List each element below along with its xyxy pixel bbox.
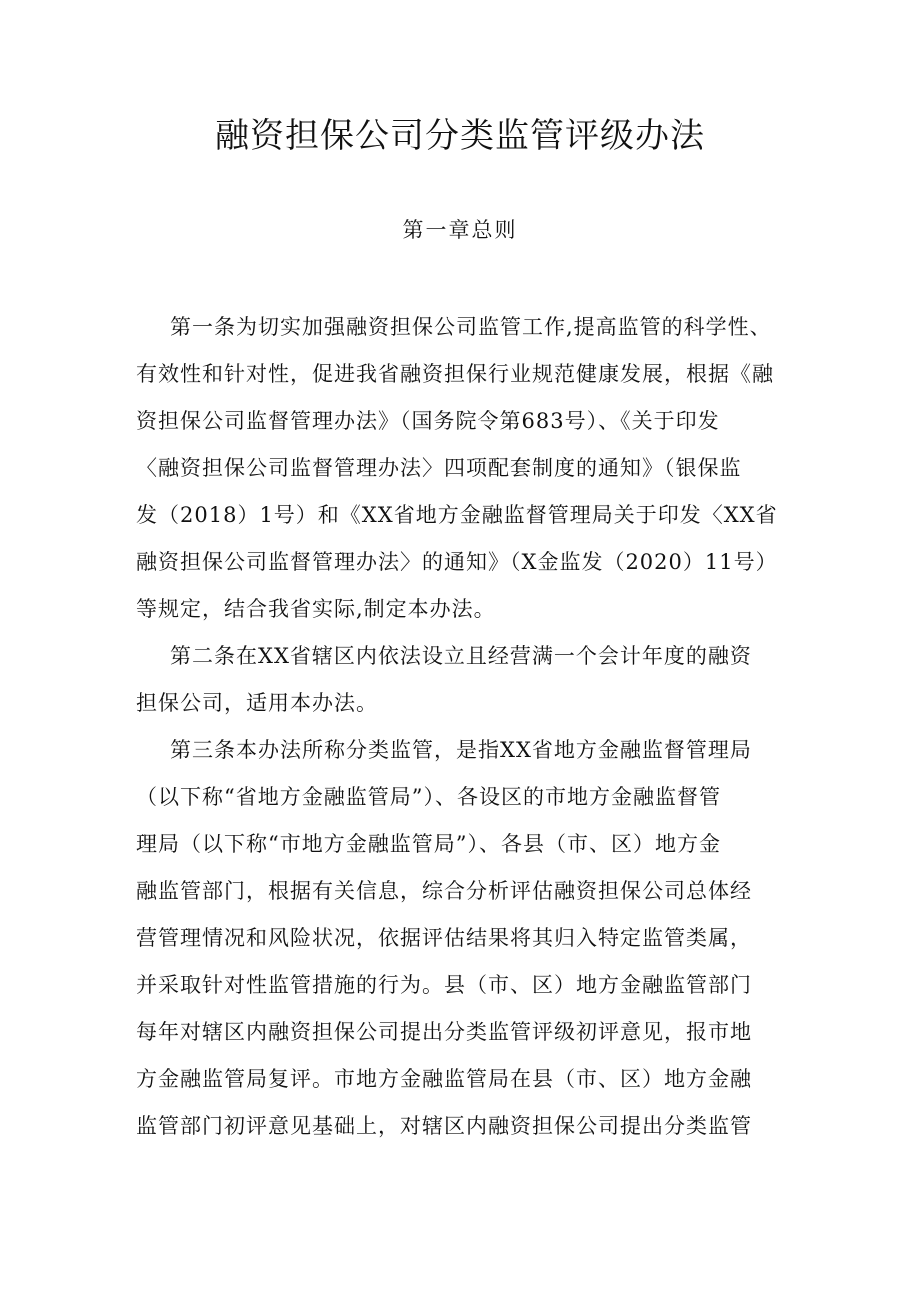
article-3-paragraph [136,727,796,1150]
paragraph-line: 融资担保公司监督管理办法〉的通知》（X金监发（2020）11号） [136,550,778,574]
paragraph-line: 担保公司，适用本办法。 [136,691,378,715]
paragraph-line: 并采取针对性监管措施的行为。县（市、区）地方金融监管部门 [136,973,752,997]
paragraph-line: 理局（以下称“市地方金融监管局”）、各县（市、区）地方金 [136,832,721,856]
article-2-paragraph [136,633,796,727]
paragraph-line: 等规定，结合我省实际,制定本办法。 [136,597,496,621]
paragraph-line: 监管部门初评意见基础上，对辖区内融资担保公司提出分类监管 [136,1114,752,1138]
paragraph-line: 第一条为切实加强融资担保公司监管工作,提高监管的科学性、 [170,315,772,339]
paragraph-line: 发（2018）1号）和《XX省地方金融监督管理局关于印发〈XX省 [136,503,778,527]
paragraph-line: 有效性和针对性，促进我省融资担保行业规范健康发展，根据《融 [136,362,774,386]
paragraph-line: 每年对辖区内融资担保公司提出分类监管评级初评意见，报市地 [136,1020,752,1044]
paragraph-line: 方金融监管局复评。市地方金融监管局在县（市、区）地方金融 [136,1067,752,1091]
paragraph-line: 第三条本办法所称分类监管，是指XX省地方金融监督管理局 [170,738,752,762]
paragraph-line: （以下称“省地方金融监管局”）、各设区的市地方金融监督管 [136,785,721,809]
paragraph-line: 第二条在XX省辖区内依法设立且经营满一个会计年度的融资 [170,644,752,668]
chapter-heading: 第一章总则 [402,218,518,242]
document-body [136,304,796,1150]
paragraph-line: 营管理情况和风险状况，依据评估结果将其归入特定监管类属， [136,926,752,950]
paragraph-line: 融监管部门，根据有关信息，综合分析评估融资担保公司总体经 [136,879,752,903]
document-title: 融资担保公司分类监管评级办法 [215,116,705,156]
paragraph-line: 资担保公司监督管理办法》（国务院令第683号）、《关于印发 [136,409,720,433]
article-1-paragraph [136,304,796,633]
paragraph-line: 〈融资担保公司监督管理办法〉四项配套制度的通知》（银保监 [136,456,742,480]
